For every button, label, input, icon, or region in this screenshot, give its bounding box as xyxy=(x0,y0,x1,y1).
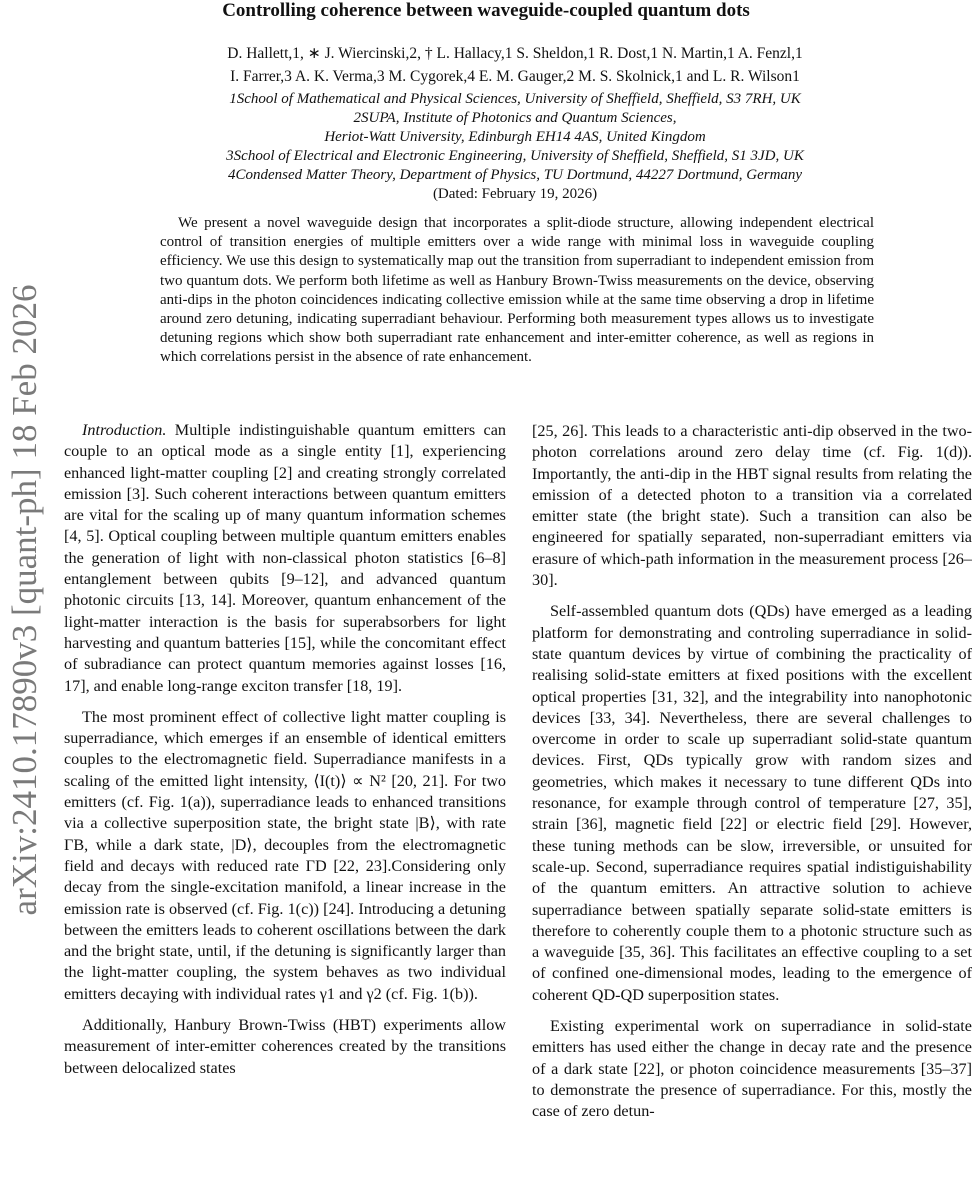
intro-label: Introduction. xyxy=(82,421,167,439)
affiliation-2: 2SUPA, Institute of Photonics and Quantum Sciences, xyxy=(353,110,677,126)
affiliation-3: 3School of Electrical and Electronic Engineering, University of Sheffield, Sheffield, S1 3JD, UK xyxy=(226,148,804,164)
affiliation-4: 4Condensed Matter Theory, Department of Physics, TU Dortmund, 44227 Dortmund, Germany xyxy=(227,167,803,183)
left-column xyxy=(64,420,506,1089)
affiliations xyxy=(120,90,910,204)
intro-text: Multiple indistinguishable quantum emitters can couple to an optical mode as a single entity [1], experiencing enhanced light-matter coupling [2] and creating strongly correlated emission [3]. Such coherent interactions between quantum emitters are vital for the scaling up of many quantum information schemes [4, 5]. Optical coupling between multiple quantum emitters enables the generation of light with non-classical photon statistics [6–8] entanglement between qubits [9–12], and advanced quantum photonic circuits [13, 14]. Moreover, quantum enhancement of the light-matter interaction is the basis for superabsorbers for light harvesting and quantum batteries [15], while the concomitant effect of subradiance can protect quantum memories against losses [16, 17], and enable long-range exciton transfer [18, 19]. xyxy=(64,421,507,695)
abstract: We present a novel waveguide design that incorporates a split-diode structure, allowing independent electrical control of transition energies of multiple emitters over a wide range with minimal loss in waveguide coupling efficiency. We use this design to systematically map out the transition from superradiant to independent emission from two quantum dots. We perform both lifetime as well as Hanbury Brown-Twiss measurements on the device, observing anti-dips in the photon coincidences indicating collective emission while at the same time observing a drop in lifetime around zero detuning, indicating superradiant behaviour. Performing both measurement types allows us to investigate detuning regions which show both superradiant rate enhancement and inter-emitter coherence, as well as regions in which correlations persist in the absence of rate enhancement. xyxy=(160,215,874,366)
affiliation-2-cont: Heriot-Watt University, Edinburgh EH14 4AS, United Kingdom xyxy=(324,129,706,145)
right-paragraph-3: Existing experimental work on superradiance in solid-state emitters has used either the change in decay rate and the presence of a dark state [22], or photon coincidence measurements [35–37] to demonstrate the presence of superradiance. For this, mostly the case of zero detun- xyxy=(532,1017,972,1121)
arxiv-id-text: arXiv:2410.17890v3 [quant-ph] 18 Feb 2026 xyxy=(5,284,44,916)
authors-line-2: I. Farrer,3 A. K. Verma,3 M. Cygorek,4 E. M. Gauger,2 M. S. Skolnick,1 and L. R. Wilson1 xyxy=(230,68,800,85)
arxiv-identifier xyxy=(2,270,48,930)
authors-line-1: D. Hallett,1, ∗ J. Wiercinski,2, † L. Hallacy,1 S. Sheldon,1 R. Dost,1 N. Martin,1 A. Fenzl,1 xyxy=(227,45,803,62)
affiliation-1: 1School of Mathematical and Physical Sciences, University of Sheffield, Sheffield, S3 7RH, UK xyxy=(229,91,801,107)
author-list xyxy=(120,42,910,88)
left-paragraph-1 xyxy=(64,420,506,697)
dated-line: (Dated: February 19, 2026) xyxy=(432,186,598,202)
paper-title: Controlling coherence between waveguide-coupled quantum dots xyxy=(222,0,750,21)
left-paragraph-2: The most prominent effect of collective light matter coupling is superradiance, which emerges if an ensemble of identical emitters couples to the electromagnetic field. Superradiance manifests in a scaling of the emitted light intensity, ⟨I(t)⟩ ∝ N² [20, 21]. For two emitters (cf. Fig. 1(a)), superradiance leads to enhanced transitions via a collective superposition state, the bright state |B⟩, with rate ΓB, while a dark state, |D⟩, decouples from the electromagnetic field and decays with reduced rate ΓD [22, 23].Considering only decay from the single-excitation manifold, a linear increase in the emission rate is observed (cf. Fig. 1(c)) [24]. Introducing a detuning between the emitters leads to coherent oscillations between the dark and the bright state, until, if the detuning is significantly larger than the light-matter coupling, the system behaves as two individual emitters decaying with individual rates γ1 and γ2 (cf. Fig. 1(b)). xyxy=(64,707,506,1003)
right-paragraph-2: Self-assembled quantum dots (QDs) have emerged as a leading platform for demonstrating and controling superradiance in solid-state quantum devices by virtue of combining the practicality of realising solid-state emitters at fixed positions with the excellent optical properties [31, 32], and the integrability into nanophotonic devices [33, 34]. Nevertheless, there are several challenges to overcome in order to scale up superradiant solid-state quantum devices. First, QDs typically grow with random sizes and geometries, which makes it necessary to tune different QDs into resonance, for example through control of temperature [27, 35], strain [36], magnetic field [22] or electric field [29]. However, these tuning methods can be slow, irreversible, or unsuited for scale-up. Second, superradiance requires spatial indistiguishability of the quantum emitters. An attractive solution to achieve superradiance between spatially separate solid-state emitters is therefore to coherently couple them to a photonic structure such as a waveguide [35, 36]. This facilitates an effective coupling to a set of confined one-dimensional modes, leading to the emergence of coherent QD-QD superposition states. xyxy=(532,602,972,1004)
right-paragraph-1: [25, 26]. This leads to a characteristic anti-dip observed in the two-photon correlations around zero delay time (cf. Fig. 1(d)). Importantly, the anti-dip in the HBT signal results from relating the emission of a detected photon to a transition via a correlated emitter state (the bright state). Such a transition can also be engineered for spatially separated, non-superradiant emitters via erasure of which-path information in the measurement process [26–30]. xyxy=(532,422,972,590)
left-paragraph-3: Additionally, Hanbury Brown-Twiss (HBT) experiments allow measurement of inter-emitter coherences created by the transitions between delocalized states xyxy=(64,1016,506,1077)
right-column xyxy=(532,421,972,1133)
